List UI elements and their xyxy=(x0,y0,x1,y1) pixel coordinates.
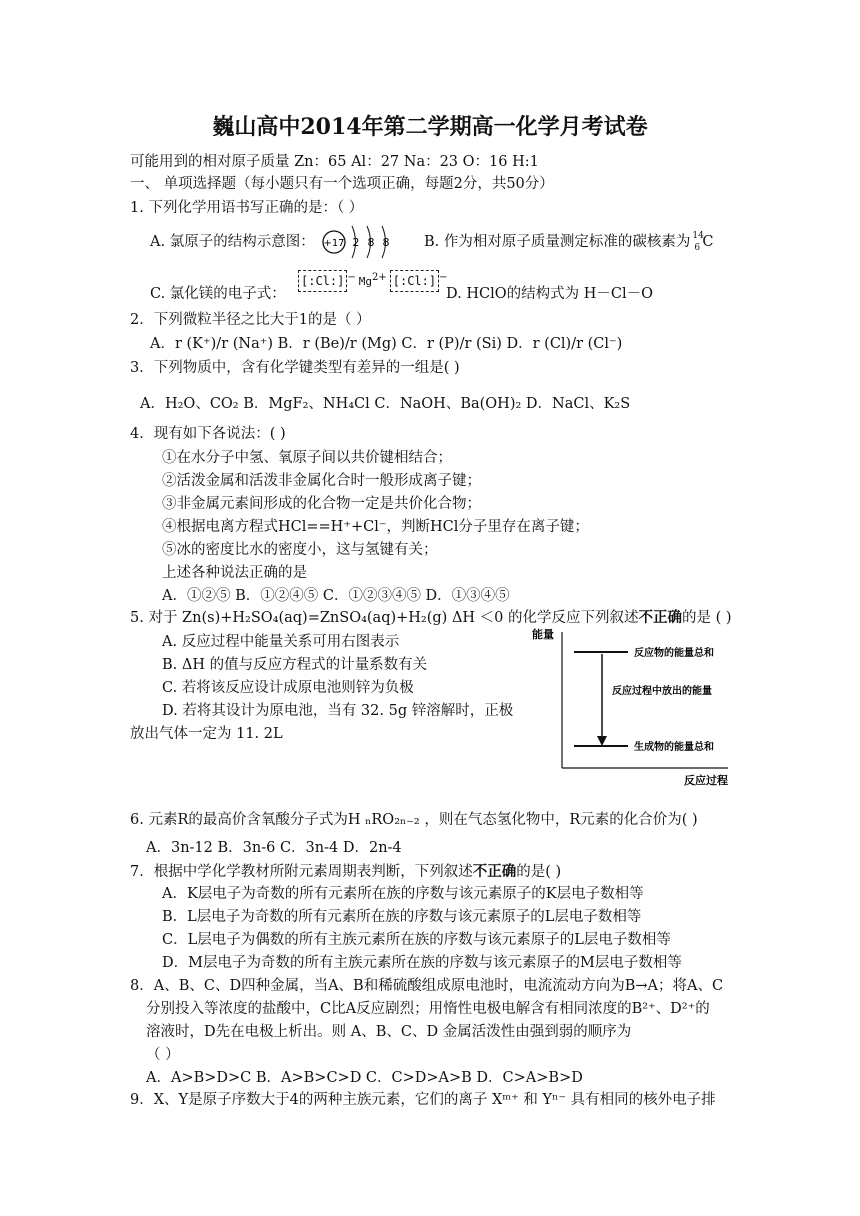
q4-statement-4: ④根据电离方程式HCl==H⁺+Cl⁻，判断HCl分子里存在离子键； xyxy=(162,519,589,535)
shell-electrons-3: 8 xyxy=(382,236,390,249)
magnesium-charge: 2+ xyxy=(372,272,387,283)
q4-stem: 4．现有如下各说法：( ) xyxy=(130,426,286,442)
energy-release-arrowhead xyxy=(597,736,607,746)
nucleus-charge: +17 xyxy=(323,238,345,249)
q6-options: A．3n-12 B．3n-6 C．3n-4 D．2n-4 xyxy=(146,840,402,856)
product-energy-label: 生成物的能量总和 xyxy=(634,742,714,753)
carbon-mass-number: 14 xyxy=(692,231,704,241)
q4-statement-3: ③非金属元素间形成的化合物一定是共价化合物； xyxy=(162,496,481,512)
q1-option-d: D. HClO的结构式为 H－Cl－O xyxy=(446,286,653,302)
q5-option-a: A. 反应过程中能量关系可用右图表示 xyxy=(162,634,400,650)
chloride-charge-left: − xyxy=(347,272,356,283)
magnesium-chloride-electron-formula xyxy=(298,270,448,292)
q8-line-3: 溶液时，D先在电极上析出。则 A、B、C、D 金属活泼性由强到弱的顺序为 xyxy=(146,1024,632,1040)
q5-stem-emphasis: 不正确 xyxy=(638,609,683,626)
exam-title: 巍山高中2014年第二学期高一化学月考试卷 xyxy=(212,114,648,140)
chloride-charge-right: − xyxy=(439,272,448,283)
q7-option-d: D．M层电子为奇数的所有主族元素所在族的序数与该元素原子的M层电子数相等 xyxy=(162,955,682,971)
q8-line-2: 分别投入等浓度的盐酸中，C比A反应剧烈；用惰性电极电解含有相同浓度的B²⁺、D²⁺的 xyxy=(146,1001,710,1017)
q7-stem-post: 的是( ) xyxy=(516,864,562,880)
q7-option-a: A．K层电子为奇数的所有元素所在族的序数与该元素原子的K层电子数相等 xyxy=(162,886,644,902)
q2-options: A．r (K⁺)/r (Na⁺) B．r (Be)/r (Mg) C．r (P)/r (Si) D．r (Cl)/r (Cl⁻) xyxy=(150,336,623,352)
q4-conclusion: 上述各种说法正确的是 xyxy=(162,565,307,581)
shell-electrons-1: 2 xyxy=(352,236,360,249)
magnesium-ion: Mg xyxy=(358,275,372,288)
q8-line-4: （ ） xyxy=(146,1047,180,1063)
q6-stem: 6. 元素R的最高价含氧酸分子式为H ₙRO₂ₙ₋₂ ，则在气态氢化物中，R元素的化合价为( ) xyxy=(130,812,698,828)
q8-options: A．A>B>D>C B．A>B>C>D C．C>D>A>B D．C>A>B>D xyxy=(146,1070,583,1086)
chlorine-atom-structure-diagram xyxy=(322,220,394,264)
q1-option-c xyxy=(150,284,286,304)
chloride-ion-right: [:Cl:] xyxy=(390,270,439,292)
section-heading: 一、 单项选择题（每小题只有一个选项正确，每题2分，共50分） xyxy=(130,176,554,192)
q9-line-1: 9．X、Y是原子序数大于4的两种主族元素，它们的离子 Xᵐ⁺ 和 Yⁿ⁻ 具有相同的核外电子排 xyxy=(130,1092,716,1108)
q1-stem: 1. 下列化学用语书写正确的是：（ ） xyxy=(130,200,364,216)
reaction-process-axis-label: 反应过程 xyxy=(684,774,728,787)
reactant-energy-label: 反应物的能量总和 xyxy=(634,648,714,659)
q5-option-c: C. 若将该反应设计成原电池则锌为负极 xyxy=(162,680,414,696)
carbon-symbol: C xyxy=(702,234,714,250)
q7-option-c: C．L层电子为偶数的所有主族元素所在族的序数与该元素原子的L层电子数相等 xyxy=(162,932,671,948)
q4-options: A．①②⑤ B．①②④⑤ C．①②③④⑤ D．①③④⑤ xyxy=(162,588,510,604)
energy-diagram xyxy=(528,624,738,788)
q7-stem-pre: 7．根据中学化学教材所附元素周期表判断，下列叙述 xyxy=(130,864,473,880)
q7-stem-emphasis: 不正确 xyxy=(472,863,517,880)
q5-option-d-line1: D. 若将其设计为原电池，当有 32. 5g 锌溶解时，正极 xyxy=(162,703,514,719)
q3-stem: 3．下列物质中，含有化学键类型有差异的一组是( ) xyxy=(130,360,460,376)
carbon-nuclide-indices xyxy=(690,232,702,252)
carbon-atomic-number: 6 xyxy=(694,243,701,253)
q5-option-d-line2: 放出气体一定为 11. 2L xyxy=(130,726,283,742)
q5-stem-pre: 5. 对于 Zn(s)+H₂SO₄(aq)=ZnSO₄(aq)+H₂(g) ΔH ＜0 的化学反应下列叙述 xyxy=(130,610,639,626)
q1-option-b-text: B. 作为相对原子质量测定标准的碳核素为 xyxy=(424,234,691,250)
q2-stem: 2．下列微粒半径之比大于1的是（ ） xyxy=(130,312,371,328)
atomic-masses-line: 可能用到的相对原子质量 Zn：65 Al：27 Na：23 O：16 H:1 xyxy=(130,154,539,170)
q5-stem-post: 的是 ( ) xyxy=(682,610,732,626)
q7-option-b: B．L层电子为奇数的所有元素所在族的序数与该元素原子的L层电子数相等 xyxy=(162,909,642,925)
q7-stem xyxy=(130,862,561,882)
q4-statement-5: ⑤冰的密度比水的密度小，这与氢键有关； xyxy=(162,542,438,558)
q1-option-a xyxy=(150,232,315,252)
q3-options: A．H₂O、CO₂ B．MgF₂、NH₄Cl C．NaOH、Ba(OH)₂ D．NaCl、K₂S xyxy=(140,396,631,412)
q4-statement-1: ①在水分子中氢、氧原子间以共价键相结合； xyxy=(162,450,452,466)
chloride-ion-left: [:Cl:] xyxy=(298,270,347,292)
q8-line-1: 8．A、B、C、D四种金属，当A、B和稀硫酸组成原电池时，电流流动方向为B→A；将A、C xyxy=(130,978,724,994)
q1-option-a-text: A. 氯原子的结构示意图： xyxy=(150,234,315,250)
shell-electrons-2: 8 xyxy=(367,236,375,249)
q1-option-c-text: C. 氯化镁的电子式： xyxy=(150,286,286,302)
q4-statement-2: ②活泼金属和活泼非金属化合时一般形成离子键； xyxy=(162,473,481,489)
released-energy-label: 反应过程中放出的能量 xyxy=(612,686,712,697)
q5-option-b: B. ΔH 的值与反应方程式的计量系数有关 xyxy=(162,657,428,673)
q1-option-b xyxy=(424,232,713,252)
energy-axis-label: 能量 xyxy=(532,628,554,641)
